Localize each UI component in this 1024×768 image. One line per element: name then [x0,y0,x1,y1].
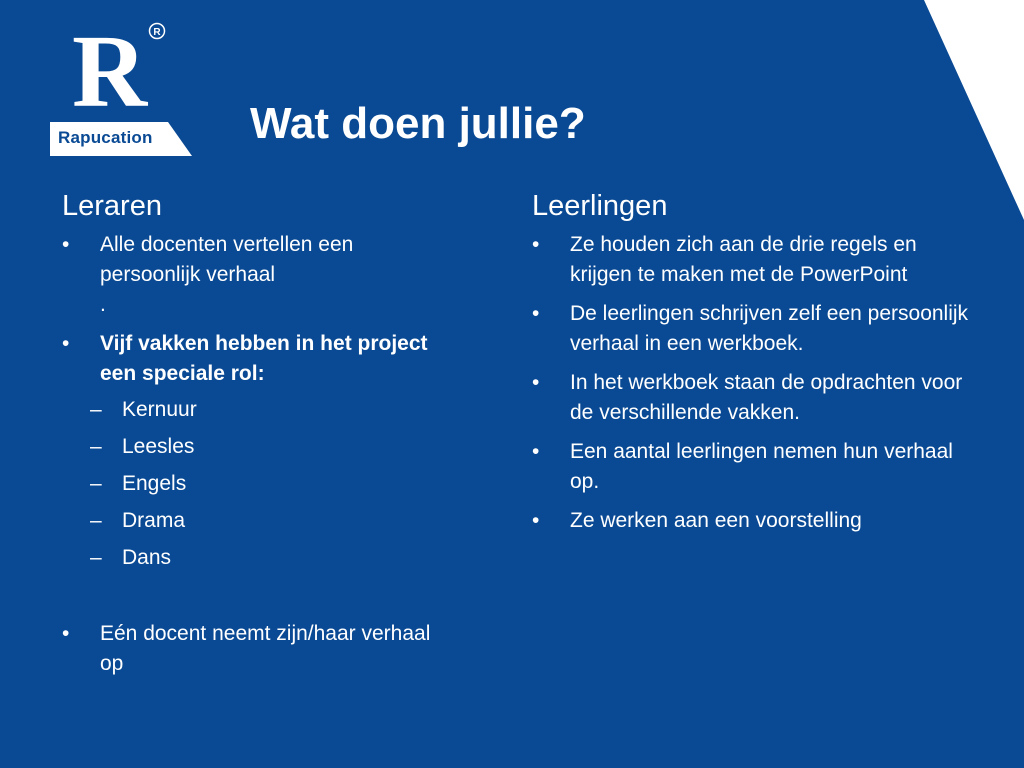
students-column [532,188,972,545]
students-list [532,230,972,536]
dash-icon: – [90,472,102,495]
bullet-icon: • [62,622,70,645]
stray-period: . [100,293,106,316]
registered-mark [148,22,166,40]
list-item-text: Een aantal leerlingen nemen hun verhaal op. [570,440,953,493]
list-item-text: In het werkboek staan de opdrachten voor de verschillende vakken. [570,371,963,424]
teachers-heading: Leraren [62,190,162,222]
dash-icon: – [90,509,102,532]
list-item [532,368,972,428]
list-item-text: Ze houden zich aan de drie regels en krijgen te maken met de PowerPoint [570,233,917,286]
corner-wedge-decoration [924,0,1024,220]
list-item [532,506,972,536]
list-item-text: Eén docent neemt zijn/haar verhaal op [100,622,431,675]
list-item [532,230,972,290]
list-item-text: Alle docenten vertellen een persoonlijk verhaal [100,233,354,286]
sublist-item [76,469,442,499]
rapucation-logo [50,22,192,156]
dash-icon: – [90,435,102,458]
sublist-item-text: Drama [122,509,186,532]
svg-text:R: R [153,27,161,38]
bullet-icon: • [532,233,540,256]
list-item [532,299,972,359]
list-item [62,230,442,320]
sublist-item [76,395,442,425]
list-spacer [62,582,442,610]
bullet-icon: • [62,332,70,355]
list-item-text: Vijf vakken hebben in het project een speciale rol: [100,332,428,385]
dash-icon: – [90,546,102,569]
sublist-item [76,432,442,462]
svg-text:R: R [72,22,148,114]
logo-wordmark: Rapucation [58,128,153,147]
bullet-icon: • [532,440,540,463]
teachers-list [62,230,442,679]
bullet-icon: • [532,371,540,394]
teachers-column [62,188,442,688]
list-item [532,437,972,497]
dash-icon: – [90,398,102,421]
list-item-text: Ze werken aan een voorstelling [570,509,862,532]
bullet-icon: • [532,509,540,532]
list-item [62,329,442,573]
sublist-item-text: Leesles [122,435,195,458]
sublist-item-text: Dans [122,546,172,569]
list-item-text: De leerlingen schrijven zelf een persoonlijk verhaal in een werkboek. [570,302,969,355]
students-heading: Leerlingen [532,190,668,222]
list-item [62,619,442,679]
bullet-icon: • [62,233,70,256]
sublist-item [76,543,442,573]
slide-title: Wat doen jullie? [250,99,586,148]
sublist-item-text: Kernuur [122,398,197,421]
sublist-item [76,506,442,536]
sublist-item-text: Engels [122,472,187,495]
bullet-icon: • [532,302,540,325]
subject-sublist [90,395,442,573]
